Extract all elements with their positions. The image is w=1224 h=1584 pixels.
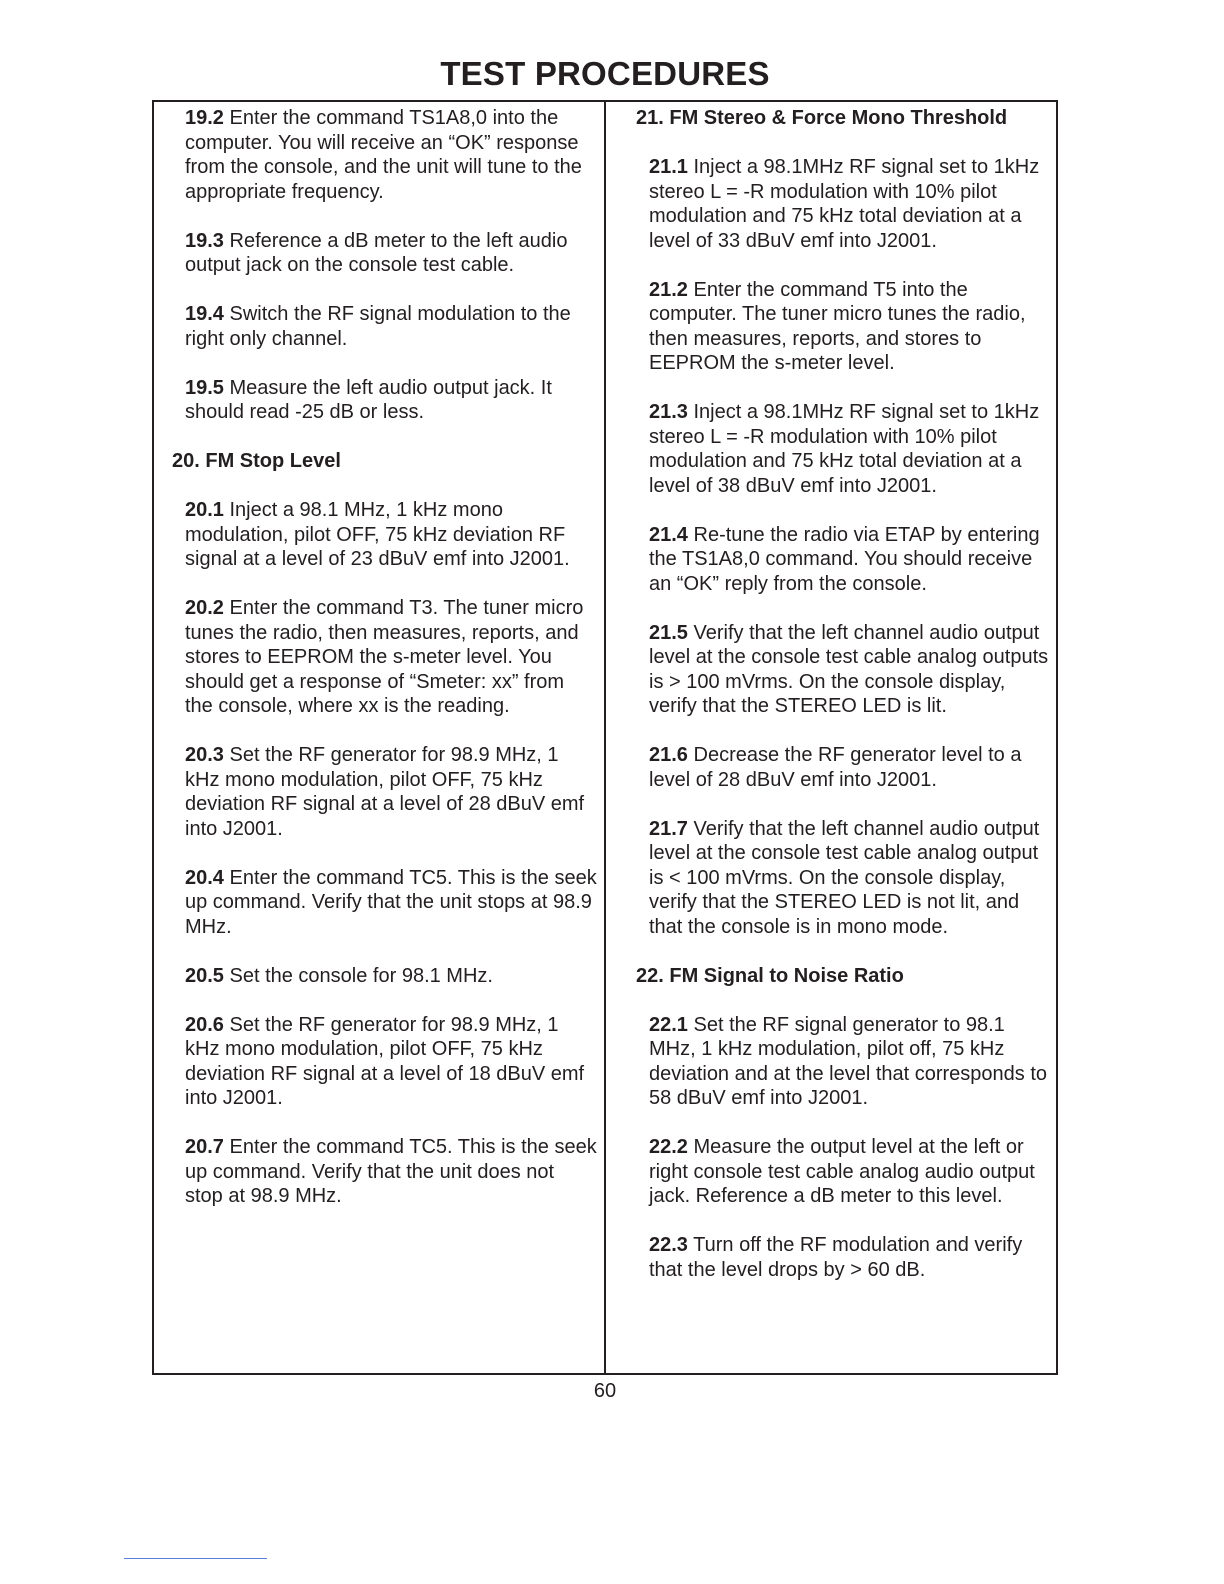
step-19-2: 19.2 Enter the command TS1A8,0 into the computer. You will receive an “OK” response from the console, and the unit will tune to the appropriate frequency.: [185, 107, 582, 203]
step-19-3: 19.3 Reference a dB meter to the left audio output jack on the console test cable.: [185, 229, 568, 276]
section-heading-20: 20. FM Stop Level: [172, 450, 341, 472]
step-21-3: 21.3 Inject a 98.1MHz RF signal set to 1kHz stereo L = -R modulation with 10% pilot modulation and 75 kHz total deviation at a level of 38 dBuV emf into J2001.: [649, 401, 1040, 497]
step-21-7: 21.7 Verify that the left channel audio output level at the console test cable analog output is < 100 mVrms. On the console display, verify that the STEREO LED is not lit, and that the console is in mono mode.: [649, 817, 1040, 938]
step-20-7: 20.7 Enter the command TC5. This is the seek up command. Verify that the unit does not stop at 98.9 MHz.: [185, 1136, 597, 1207]
step-21-1: 21.1 Inject a 98.1MHz RF signal set to 1kHz stereo L = -R modulation with 10% pilot modulation and 75 kHz total deviation at a level of 33 dBuV emf into J2001.: [649, 156, 1040, 252]
step-20-2: 20.2 Enter the command T3. The tuner micro tunes the radio, then measures, reports, and stores to EEPROM the s-meter level. You should get a response of “Smeter: xx” from the console, where xx is the reading.: [185, 597, 584, 717]
section-heading-21: 21. FM Stereo & Force Mono Threshold: [636, 107, 1008, 129]
step-22-2: 22.2 Measure the output level at the left or right console test cable analog audio output jack. Reference a dB meter to this level.: [649, 1136, 1035, 1207]
footer-rule: [124, 1558, 267, 1559]
step-22-1: 22.1 Set the RF signal generator to 98.1 MHz, 1 kHz modulation, pilot off, 75 kHz deviation and at the level that corresponds to 58 dBuV emf into J2001.: [649, 1013, 1048, 1109]
step-19-5: 19.5 Measure the left audio output jack. It should read -25 dB or less.: [185, 376, 552, 423]
step-21-5: 21.5 Verify that the left channel audio output level at the console test cable analog outputs is > 100 mVrms. On the console display, verify that the STEREO LED is lit.: [649, 621, 1049, 717]
step-21-2: 21.2 Enter the command T5 into the computer. The tuner micro tunes the radio, then measures, reports, and stores to EEPROM the s-meter level.: [649, 278, 1026, 374]
page-number: 60: [593, 1380, 617, 1402]
left-column: [172, 106, 597, 1233]
step-20-1: 20.1 Inject a 98.1 MHz, 1 kHz mono modulation, pilot OFF, 75 kHz deviation RF signal at a level of 23 dBuV emf into J2001.: [185, 499, 570, 570]
step-19-4: 19.4 Switch the RF signal modulation to the right only channel.: [185, 303, 571, 350]
right-column: [636, 106, 1054, 1307]
step-20-6: 20.6 Set the RF generator for 98.9 MHz, 1 kHz mono modulation, pilot OFF, 75 kHz deviation RF signal at a level of 18 dBuV emf into J2001.: [185, 1013, 585, 1109]
step-22-3: 22.3 Turn off the RF modulation and verify that the level drops by > 60 dB.: [649, 1234, 1023, 1281]
step-20-5: 20.5 Set the console for 98.1 MHz.: [185, 964, 493, 987]
section-heading-22: 22. FM Signal to Noise Ratio: [636, 964, 904, 987]
step-21-4: 21.4 Re-tune the radio via ETAP by entering the TS1A8,0 command. You should receive an “OK” reply from the console.: [649, 523, 1040, 595]
step-21-6: 21.6 Decrease the RF generator level to a level of 28 dBuV emf into J2001.: [649, 744, 1022, 791]
column-divider: [604, 100, 606, 1375]
page-title: TEST PROCEDURES: [440, 55, 770, 92]
step-20-4: 20.4 Enter the command TC5. This is the seek up command. Verify that the unit stops at 98.9 MHz.: [185, 866, 597, 938]
step-20-3: 20.3 Set the RF generator for 98.9 MHz, 1 kHz mono modulation, pilot OFF, 75 kHz deviation RF signal at a level of 28 dBuV emf into J2001.: [185, 744, 585, 840]
